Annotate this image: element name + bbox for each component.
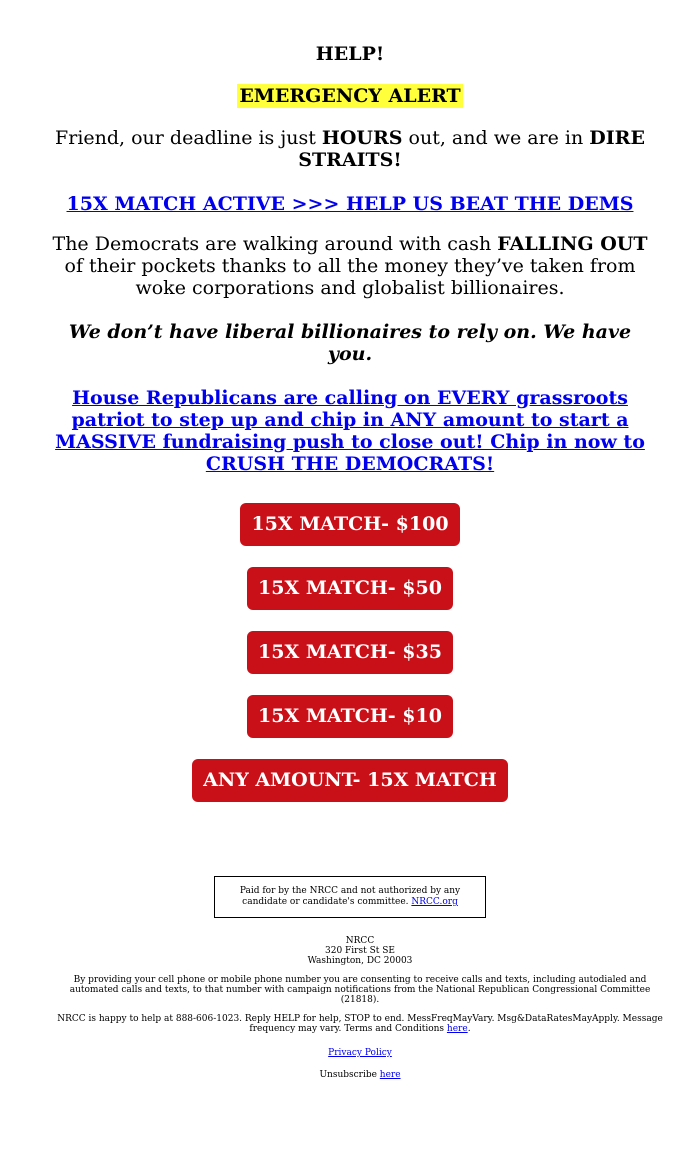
donate-any-amount-button[interactable]: ANY AMOUNT- 15X MATCH	[192, 759, 508, 802]
intro-text-2: out, and we are in	[402, 127, 590, 149]
disclaimer-text: Paid for by the NRCC and not authorized by any candidate or candidate's committee.	[239, 886, 461, 907]
consent-text: By providing your cell phone or mobile phone number you are consenting to receive calls and texts, including autodialed and automated calls and texts, to that number with campaign notifications from the National Republican Congressional Committee (21818).	[69, 975, 651, 1005]
donate-35-button[interactable]: 15X MATCH- $35	[247, 631, 453, 674]
privacy-policy-link[interactable]: Privacy Policy	[328, 1048, 392, 1058]
alert-line	[50, 84, 650, 109]
help-text-end: .	[467, 1024, 471, 1034]
paid-for-disclaimer	[214, 876, 486, 918]
donation-buttons	[50, 503, 650, 802]
unsubscribe-label: Unsubscribe	[319, 1070, 380, 1080]
cta-line	[50, 387, 650, 475]
privacy-line	[50, 1048, 670, 1058]
unsubscribe-line	[50, 1070, 670, 1080]
donate-10-button[interactable]: 15X MATCH- $10	[247, 695, 453, 738]
address-street: 320 First St SE	[325, 946, 395, 956]
match-active-link[interactable]: 15X MATCH ACTIVE >>> HELP US BEAT THE DEMS	[66, 193, 634, 215]
intro-paragraph	[50, 127, 650, 171]
chip-in-link[interactable]: House Republicans are calling on EVERY grassroots patriot to step up and chip in ANY amount to start a MASSIVE fundraising push to close out! Chip in now to CRUSH THE DEMOCRATS!	[55, 387, 645, 475]
terms-link[interactable]: here	[446, 1024, 468, 1034]
match-link-line	[50, 193, 650, 215]
donate-50-button[interactable]: 15X MATCH- $50	[247, 567, 453, 610]
help-text	[50, 1014, 670, 1034]
intro-text-1: Friend, our deadline is just	[55, 127, 322, 149]
billionaires-line: We don’t have liberal billionaires to rely on. We have you.	[68, 321, 632, 365]
dems-text-1: The Democrats are walking around with cash	[52, 233, 498, 255]
footer	[50, 936, 670, 1080]
intro-dire-straits: DIRE STRAITS!	[298, 127, 645, 171]
dems-paragraph	[50, 233, 650, 299]
dems-text-2: of their pockets thanks to all the money they’ve taken from woke corporations and globalist billionaires.	[64, 255, 636, 299]
email-body	[50, 42, 663, 1080]
dems-falling-out: FALLING OUT	[497, 233, 648, 255]
emergency-alert-badge: EMERGENCY ALERT	[239, 85, 461, 107]
unsubscribe-link[interactable]: here	[379, 1070, 401, 1080]
help-heading: HELP!	[315, 43, 385, 65]
intro-hours: HOURS	[321, 127, 403, 149]
address-city: Washington, DC 20003	[307, 956, 413, 966]
donate-100-button[interactable]: 15X MATCH- $100	[240, 503, 459, 546]
address-org: NRCC	[345, 936, 375, 946]
help-text-body: NRCC is happy to help at 888-606-1023. Reply HELP for help, STOP to end. MessFreqMayVary. Msg&DataRatesMayApply. Message frequency may vary. Terms and Conditions	[57, 1014, 663, 1034]
nrcc-org-link[interactable]: NRCC.org	[411, 897, 458, 907]
mailing-address	[50, 936, 670, 966]
